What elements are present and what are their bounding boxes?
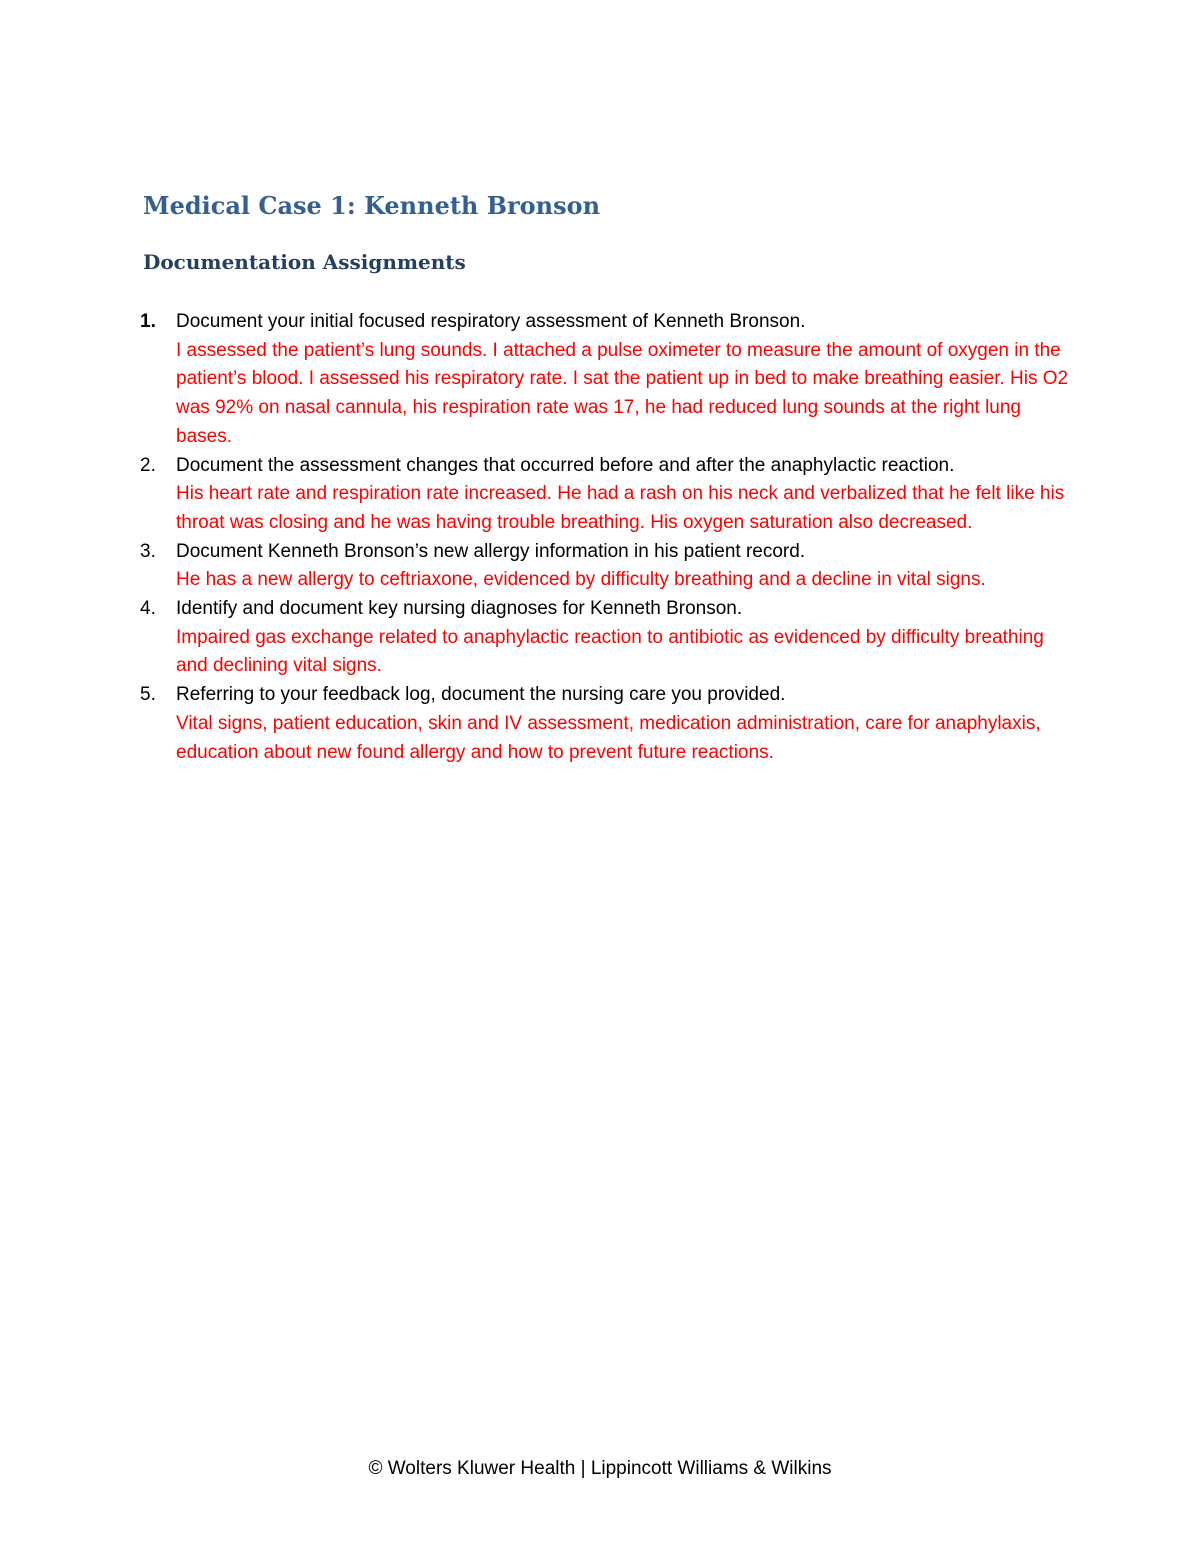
assignment-item-5 <box>140 681 1080 767</box>
page-footer: © Wolters Kluwer Health | Lippincott Williams & Wilkins <box>368 1458 832 1479</box>
item-answer: I assessed the patient’s lung sounds. I attached a pulse oximeter to measure the amount of oxygen in the patient’s blood. I assessed his respiratory rate. I sat the patient up in bed to make breathing easier. His O2 was 92% on nasal cannula, his respiration rate was 17, he had reduced lung sounds at the right lung bases. <box>176 339 1069 447</box>
item-question: Referring to your feedback log, document the nursing care you provided. <box>176 684 786 706</box>
assignment-item-3 <box>140 538 1080 595</box>
item-number: 3. <box>140 540 156 562</box>
item-question: Document the assessment changes that occurred before and after the anaphylactic reaction. <box>176 454 955 476</box>
item-question: Document your initial focused respiratory assessment of Kenneth Bronson. <box>176 311 806 332</box>
section-heading: Documentation Assignments <box>143 250 466 274</box>
assignment-item-2 <box>140 452 1080 538</box>
item-number: 5. <box>140 684 156 706</box>
item-answer: Vital signs, patient education, skin and IV assessment, medication administration, care for anaphylaxis, education about new found allergy and how to prevent future reactions. <box>176 712 1041 763</box>
item-answer: His heart rate and respiration rate increased. He had a rash on his neck and verbalized that he felt like his throat was closing and he was having trouble breathing. His oxygen saturation also decreased. <box>176 483 1065 533</box>
item-question: Document Kenneth Bronson’s new allergy information in his patient record. <box>176 540 806 562</box>
assignment-item-4 <box>140 595 1080 681</box>
item-number: 1. <box>140 311 156 332</box>
item-answer: He has a new allergy to ceftriaxone, evidenced by difficulty breathing and a decline in vital signs. <box>176 569 986 591</box>
item-answer: Impaired gas exchange related to anaphylactic reaction to antibiotic as evidenced by difficulty breathing and declining vital signs. <box>176 626 1044 677</box>
assignment-list <box>140 308 1080 767</box>
assignment-item-1 <box>140 308 1080 452</box>
page-title: Medical Case 1: Kenneth Bronson <box>143 191 601 220</box>
item-number: 2. <box>140 454 156 476</box>
item-number: 4. <box>140 598 156 620</box>
item-question: Identify and document key nursing diagnoses for Kenneth Bronson. <box>176 598 743 620</box>
